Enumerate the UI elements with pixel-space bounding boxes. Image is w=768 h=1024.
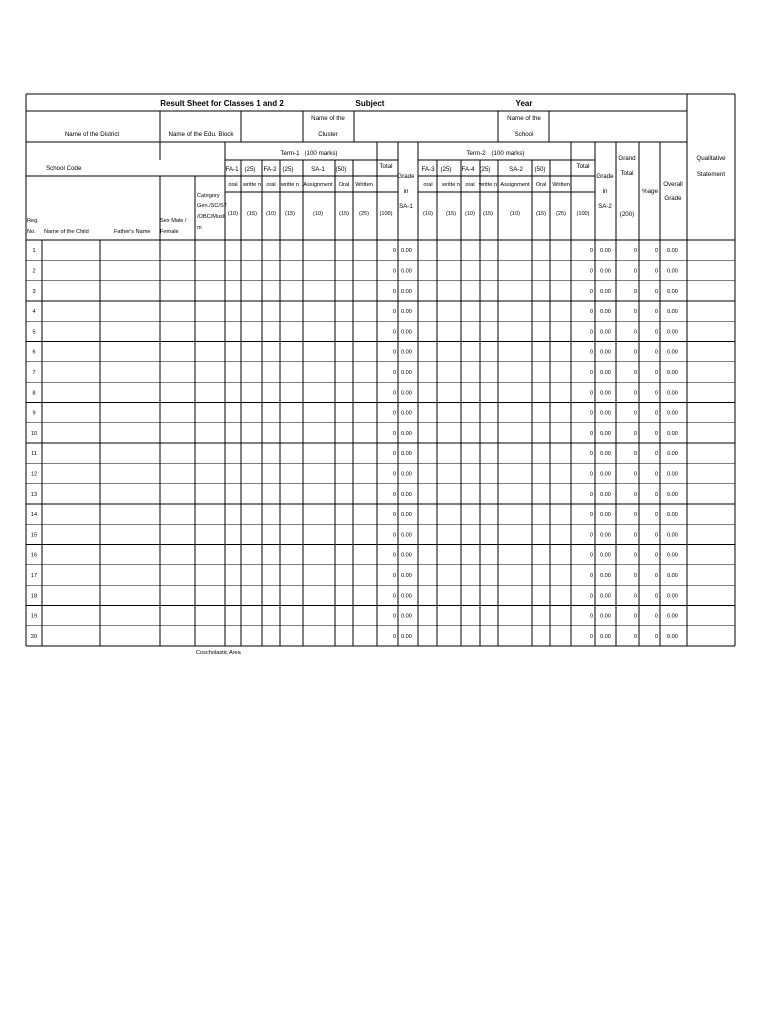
term1-total-cell: 0 — [392, 593, 396, 600]
percentage-cell: 0 — [654, 430, 658, 437]
term1-total-cell: 0 — [392, 288, 396, 295]
grand-total-cell: 0 — [633, 288, 637, 295]
reg-no-cell: 20 — [30, 633, 38, 640]
term2-total-cell: 0 — [589, 349, 593, 356]
term1-grade-cell: 0.00 — [401, 613, 412, 620]
reg-no-cell: 8 — [32, 390, 36, 397]
sa2-written-label: Written — [552, 182, 570, 188]
grand-total-cell: 0 — [633, 248, 637, 255]
fa4-oral-marks: (10) — [465, 211, 475, 217]
term1-total-cell: 0 — [392, 410, 396, 417]
overall-grade-cell: 0.00 — [667, 491, 678, 498]
sa1-assignment-label: Assignment — [303, 182, 333, 188]
fa3-marks: (25) — [440, 166, 452, 173]
term1-grade-cell: 0.00 — [401, 451, 412, 458]
fa3-written-marks: (15) — [446, 211, 456, 217]
sex-label-line1: Sex Male / — [160, 218, 187, 224]
reg-no-cell: 1 — [32, 248, 36, 255]
term2-grade-cell: 0.00 — [600, 512, 611, 519]
term1-total-cell: 0 — [392, 329, 396, 336]
student-rows — [31, 248, 678, 640]
fa1-label: FA-1 — [225, 166, 239, 173]
percentage-cell: 0 — [654, 512, 658, 519]
term1-total-cell: 0 — [392, 369, 396, 376]
term2-grade-cell: 0.00 — [600, 532, 611, 539]
sa2-oral-marks: (15) — [536, 211, 546, 217]
school-label-line2: School — [514, 131, 534, 138]
term2-grade-cell: 0.00 — [600, 329, 611, 336]
percentage-cell: 0 — [654, 390, 658, 397]
term1-grade-cell: 0.00 — [401, 512, 412, 519]
category-label-line4: m — [197, 225, 202, 231]
grand-total-cell: 0 — [633, 451, 637, 458]
fa2-written-marks: (15) — [285, 211, 295, 217]
term2-grade-cell: 0.00 — [600, 593, 611, 600]
grand-total-cell: 0 — [633, 471, 637, 478]
child-name-label: Name of the Child — [44, 229, 89, 235]
grand-total-cell: 0 — [633, 430, 637, 437]
term1-grade-cell: 0.00 — [401, 390, 412, 397]
term2-grade-cell: 0.00 — [600, 349, 611, 356]
fa1-written-marks: (15) — [247, 211, 257, 217]
term2-total-marks: (100) — [576, 211, 590, 217]
sa2-assignment-marks: (10) — [510, 211, 520, 217]
term2-grade-cell: 0.00 — [600, 309, 611, 316]
term1-grade-cell: 0.00 — [401, 552, 412, 559]
sex-label-line2: Female — [160, 229, 179, 235]
term1-grade-cell: 0.00 — [401, 329, 412, 336]
term1-grade-cell: 0.00 — [401, 369, 412, 376]
percentage-cell: 0 — [654, 329, 658, 336]
sa1-written-label: Written — [355, 182, 373, 188]
fa4-marks: (25) — [479, 166, 491, 173]
grade-sa2-line3: SA-2 — [598, 203, 612, 210]
reg-no-cell: 17 — [30, 572, 38, 579]
percentage-cell: 0 — [654, 633, 658, 640]
grand-total-cell: 0 — [633, 633, 637, 640]
overall-grade-cell: 0.00 — [667, 471, 678, 478]
reg-no-cell: 9 — [32, 410, 36, 417]
overall-grade-cell: 0.00 — [667, 572, 678, 579]
grand-total-cell: 0 — [633, 369, 637, 376]
reg-no-cell: 7 — [32, 369, 36, 376]
grand-total-cell: 0 — [633, 532, 637, 539]
grade-sa2-line2: in — [602, 188, 608, 195]
reg-no-cell: 12 — [30, 471, 38, 478]
term2-total-label: Total — [576, 163, 590, 170]
grand-total-cell: 0 — [633, 552, 637, 559]
term2-total-cell: 0 — [589, 451, 593, 458]
overall-grade-line1: Overall — [663, 181, 683, 188]
term1-total-cell: 0 — [392, 390, 396, 397]
term1-total-cell: 0 — [392, 613, 396, 620]
reg-no-cell: 5 — [32, 329, 36, 336]
overall-grade-cell: 0.00 — [667, 268, 678, 275]
term2-total-cell: 0 — [589, 430, 593, 437]
overall-grade-cell: 0.00 — [667, 248, 678, 255]
sa2-written-marks: (25) — [556, 211, 566, 217]
term1-total-cell: 0 — [392, 572, 396, 579]
term2-label: Term-2 — [466, 150, 486, 157]
subject-label: Subject — [355, 99, 385, 108]
term2-total-cell: 0 — [589, 410, 593, 417]
overall-grade-cell: 0.00 — [667, 390, 678, 397]
fa3-label: FA-3 — [421, 166, 435, 173]
term2-grade-cell: 0.00 — [600, 491, 611, 498]
reg-no-cell: 4 — [32, 309, 36, 316]
sa1-written-marks: (25) — [359, 211, 369, 217]
term1-total-label: Total — [379, 163, 393, 170]
term2-grade-cell: 0.00 — [600, 572, 611, 579]
term2-total-cell: 0 — [589, 329, 593, 336]
term2-total-cell: 0 — [589, 512, 593, 519]
term2-total-cell: 0 — [589, 369, 593, 376]
fa3-oral-marks: (10) — [423, 211, 433, 217]
fa1-written-label: writte n — [242, 182, 262, 188]
overall-grade-cell: 0.00 — [667, 309, 678, 316]
term2-total-cell: 0 — [589, 613, 593, 620]
reg-no-cell: 10 — [30, 430, 38, 437]
qualitative-label-line2: Statement — [696, 171, 726, 178]
overall-grade-cell: 0.00 — [667, 593, 678, 600]
reg-no-cell: 16 — [30, 552, 38, 559]
grand-total-marks: (200) — [619, 211, 635, 218]
percentage-cell: 0 — [654, 309, 658, 316]
reg-no-cell: 15 — [30, 532, 38, 539]
father-name-label: Father's Name — [114, 229, 151, 235]
term1-total-cell: 0 — [392, 309, 396, 316]
overall-grade-cell: 0.00 — [667, 410, 678, 417]
term1-grade-cell: 0.00 — [401, 248, 412, 255]
grade-sa1-line3: SA-1 — [399, 203, 413, 210]
percentage-cell: 0 — [654, 451, 658, 458]
overall-grade-cell: 0.00 — [667, 613, 678, 620]
overall-grade-cell: 0.00 — [667, 633, 678, 640]
term2-grade-cell: 0.00 — [600, 430, 611, 437]
term2-grade-cell: 0.00 — [600, 451, 611, 458]
overall-grade-cell: 0.00 — [667, 532, 678, 539]
sa2-assignment-label: Assignment — [500, 182, 530, 188]
term1-grade-cell: 0.00 — [401, 268, 412, 275]
term2-marks: (100 marks) — [491, 150, 525, 157]
fa3-oral-label: oral — [423, 182, 433, 188]
qualitative-label-line1: Qualitative — [696, 155, 726, 162]
reg-no-cell: 13 — [30, 491, 38, 498]
reg-no-cell: 19 — [30, 613, 38, 620]
fa2-oral-marks: (10) — [266, 211, 276, 217]
school-label-line1: Name of the — [507, 115, 541, 122]
grand-total-cell: 0 — [633, 512, 637, 519]
cluster-label-line1: Name of the — [311, 115, 345, 122]
sa1-assignment-marks: (10) — [313, 211, 323, 217]
fa4-oral-label: oral — [465, 182, 475, 188]
sa1-label: SA-1 — [311, 166, 325, 173]
grade-sa1-line1: Grade — [397, 173, 415, 180]
term2-total-cell: 0 — [589, 552, 593, 559]
term1-total-cell: 0 — [392, 451, 396, 458]
term1-total-cell: 0 — [392, 268, 396, 275]
term1-grade-cell: 0.00 — [401, 410, 412, 417]
district-label: Name of the District — [64, 131, 120, 138]
cluster-label-line2: Cluster — [318, 131, 338, 138]
reg-no-cell: 2 — [32, 268, 36, 275]
reg-no-cell: 14 — [30, 512, 38, 519]
overall-grade-cell: 0.00 — [667, 552, 678, 559]
term2-total-cell: 0 — [589, 633, 593, 640]
grand-total-cell: 0 — [633, 613, 637, 620]
term2-total-cell: 0 — [589, 572, 593, 579]
overall-grade-cell: 0.00 — [667, 288, 678, 295]
reg-no-cell: 6 — [32, 349, 36, 356]
year-label: Year — [515, 99, 533, 108]
grade-sa2-line1: Grade — [596, 173, 614, 180]
term1-grade-cell: 0.00 — [401, 491, 412, 498]
overall-grade-line2: Grade — [664, 195, 682, 202]
overall-grade-cell: 0.00 — [667, 329, 678, 336]
overall-grade-cell: 0.00 — [667, 430, 678, 437]
sheet-title: Result Sheet for Classes 1 and 2 — [160, 99, 284, 108]
term1-total-cell: 0 — [392, 491, 396, 498]
reg-no-cell: 3 — [32, 288, 36, 295]
overall-grade-cell: 0.00 — [667, 451, 678, 458]
term1-total-cell: 0 — [392, 471, 396, 478]
term2-total-cell: 0 — [589, 268, 593, 275]
term2-grade-cell: 0.00 — [600, 288, 611, 295]
fa1-marks: (25) — [244, 166, 256, 173]
term1-grade-cell: 0.00 — [401, 309, 412, 316]
grand-total-cell: 0 — [633, 349, 637, 356]
percentage-cell: 0 — [654, 288, 658, 295]
term2-total-cell: 0 — [589, 309, 593, 316]
fa2-label: FA-2 — [263, 166, 277, 173]
grand-total-cell: 0 — [633, 491, 637, 498]
percentage-cell: 0 — [654, 410, 658, 417]
term1-total-cell: 0 — [392, 248, 396, 255]
grand-total-cell: 0 — [633, 410, 637, 417]
term1-total-cell: 0 — [392, 532, 396, 539]
fa2-marks: (25) — [282, 166, 294, 173]
sa1-oral-label: Oral — [338, 182, 350, 188]
term2-total-cell: 0 — [589, 390, 593, 397]
percentage-cell: 0 — [654, 593, 658, 600]
term2-grade-cell: 0.00 — [600, 552, 611, 559]
reg-no-cell: 11 — [31, 451, 37, 458]
percentage-cell: 0 — [654, 532, 658, 539]
term1-total-marks: (100) — [379, 211, 393, 217]
percentage-cell: 0 — [654, 268, 658, 275]
sa2-oral-label: Oral — [535, 182, 547, 188]
term1-total-cell: 0 — [392, 633, 396, 640]
grand-total-line1: Grand — [618, 155, 636, 162]
term1-grade-cell: 0.00 — [401, 532, 412, 539]
percentage-cell: 0 — [654, 552, 658, 559]
grade-sa1-line2: in — [403, 188, 409, 195]
term1-grade-cell: 0.00 — [401, 430, 412, 437]
percentage-cell: 0 — [654, 369, 658, 376]
reg-no-label-line1: Reg. — [27, 218, 39, 224]
term1-label: Term-1 — [280, 150, 300, 157]
sa2-marks: (50) — [534, 166, 546, 173]
fa1-oral-marks: (10) — [228, 211, 238, 217]
fa2-oral-label: oral — [266, 182, 276, 188]
school-code-label: School Code — [46, 165, 82, 172]
term1-grade-cell: 0.00 — [401, 471, 412, 478]
percentage-cell: 0 — [654, 248, 658, 255]
percentage-cell: 0 — [654, 349, 658, 356]
category-label-line3: /OBC/Musli — [197, 214, 226, 220]
fa1-oral-label: oral — [228, 182, 238, 188]
term1-marks: (100 marks) — [304, 150, 338, 157]
term2-grade-cell: 0.00 — [600, 410, 611, 417]
term2-total-cell: 0 — [589, 532, 593, 539]
category-label-line2: Gen./SC/ST — [197, 203, 228, 209]
reg-no-label-line2: No. — [27, 229, 36, 235]
overall-grade-cell: 0.00 — [667, 349, 678, 356]
term1-grade-cell: 0.00 — [401, 593, 412, 600]
grand-total-cell: 0 — [633, 268, 637, 275]
term2-grade-cell: 0.00 — [600, 390, 611, 397]
sa1-oral-marks: (15) — [339, 211, 349, 217]
term1-grade-cell: 0.00 — [401, 288, 412, 295]
fa2-written-label: writte n — [280, 182, 300, 188]
fa3-written-label: writte n — [441, 182, 461, 188]
term1-total-cell: 0 — [392, 349, 396, 356]
term1-total-cell: 0 — [392, 512, 396, 519]
term1-total-cell: 0 — [392, 552, 396, 559]
term1-grade-cell: 0.00 — [401, 572, 412, 579]
fa4-written-marks: (15) — [483, 211, 493, 217]
grand-total-cell: 0 — [633, 390, 637, 397]
sa1-marks: (50) — [335, 166, 347, 173]
term2-total-cell: 0 — [589, 288, 593, 295]
term2-grade-cell: 0.00 — [600, 268, 611, 275]
term2-grade-cell: 0.00 — [600, 471, 611, 478]
edu-block-label: Name of the Edu. Block — [168, 131, 234, 138]
fa4-label: FA-4 — [461, 166, 475, 173]
overall-grade-cell: 0.00 — [667, 512, 678, 519]
overall-grade-cell: 0.00 — [667, 369, 678, 376]
grand-total-line2: Total — [620, 170, 634, 177]
percentage-cell: 0 — [654, 491, 658, 498]
term2-total-cell: 0 — [589, 471, 593, 478]
term1-total-cell: 0 — [392, 430, 396, 437]
term2-total-cell: 0 — [589, 491, 593, 498]
term2-total-cell: 0 — [589, 593, 593, 600]
grand-total-cell: 0 — [633, 593, 637, 600]
percentage-label: %age — [642, 188, 658, 195]
term1-grade-cell: 0.00 — [401, 633, 412, 640]
grand-total-cell: 0 — [633, 572, 637, 579]
term2-total-cell: 0 — [589, 248, 593, 255]
term2-grade-cell: 0.00 — [600, 633, 611, 640]
percentage-cell: 0 — [654, 613, 658, 620]
sa2-label: SA-2 — [509, 166, 523, 173]
term2-grade-cell: 0.00 — [600, 613, 611, 620]
term2-grade-cell: 0.00 — [600, 369, 611, 376]
grand-total-cell: 0 — [633, 309, 637, 316]
reg-no-cell: 18 — [30, 593, 38, 600]
percentage-cell: 0 — [654, 572, 658, 579]
fa4-written-label: writte n — [478, 182, 498, 188]
percentage-cell: 0 — [654, 471, 658, 478]
category-label-line1: Category — [197, 193, 220, 199]
term1-grade-cell: 0.00 — [401, 349, 412, 356]
grand-total-cell: 0 — [633, 329, 637, 336]
coscholastic-area-label: Coscholastic Area — [196, 650, 241, 656]
term2-grade-cell: 0.00 — [600, 248, 611, 255]
